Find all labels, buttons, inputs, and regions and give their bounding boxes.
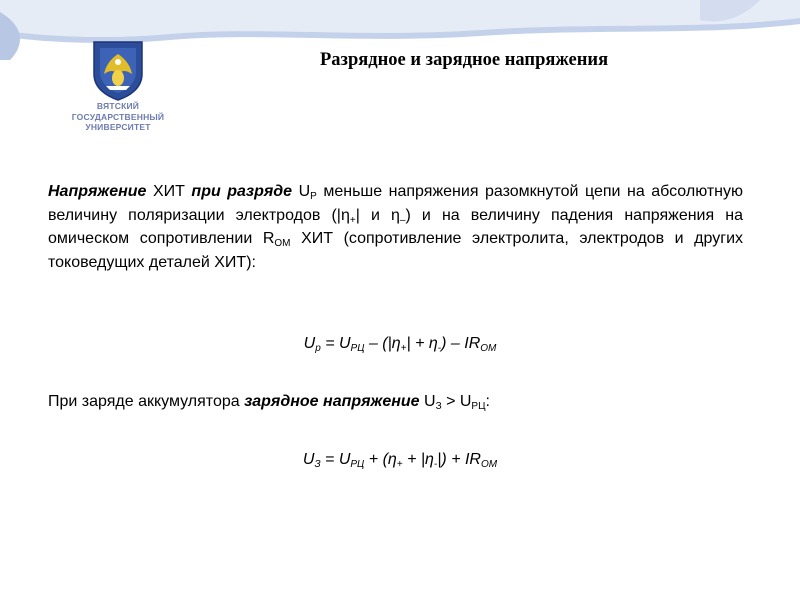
text: > U	[441, 393, 472, 410]
emphasis: при разряде	[191, 183, 293, 200]
subscript: +	[400, 343, 407, 354]
formula-part: |) + IR	[437, 451, 481, 468]
formula-discharge	[0, 335, 800, 353]
subscript: –	[399, 214, 406, 226]
formula-charge	[0, 451, 800, 469]
paragraph-discharge	[48, 180, 743, 274]
text: При заряде аккумулятора	[48, 393, 245, 410]
subscript: ОМ	[274, 238, 291, 249]
formula-part: | + η	[406, 335, 438, 352]
university-name-line: ГОСУДАРСТВЕННЫЙ	[71, 111, 165, 122]
subscript: РЦ	[471, 401, 486, 412]
text: меньше напряжения разомкнутой цепи на абсолютную величину поляризации электродов (|η	[48, 183, 744, 224]
subscript: Р	[310, 191, 317, 202]
slide-title: Разрядное и зарядное напряжения	[320, 50, 609, 70]
text: :	[485, 393, 490, 410]
text: ХИТ	[146, 183, 192, 200]
subscript: -	[433, 459, 438, 470]
text: U	[292, 183, 311, 200]
subscript: ОМ	[480, 459, 498, 470]
formula-part: + (η	[364, 451, 397, 468]
university-logo	[90, 40, 146, 102]
university-name	[58, 101, 178, 133]
formula-part: U	[302, 451, 315, 468]
subscript: +	[349, 214, 356, 226]
subscript: +	[396, 459, 403, 470]
emphasis: Напряжение	[48, 183, 147, 200]
text: U	[419, 393, 436, 410]
subscript: ОМ	[480, 343, 497, 354]
paragraph-charge	[48, 393, 490, 411]
formula-part: = U	[320, 335, 351, 352]
subscript: РЦ	[350, 343, 365, 354]
formula-part: + |η	[402, 451, 434, 468]
subscript: р	[315, 343, 321, 354]
text: ХИТ (сопротивление электролита, электродов и других токоведущих деталей ХИТ):	[48, 230, 743, 271]
subscript: З	[314, 459, 321, 470]
formula-part: ) – IR	[441, 335, 481, 352]
text: ) и на величину падения напряжения на омическом сопротивлении R	[48, 206, 743, 247]
subscript: -	[437, 343, 442, 354]
formula-part: U	[303, 335, 316, 352]
formula-part: = U	[320, 451, 351, 468]
university-name-line: УНИВЕРСИТЕТ	[85, 122, 151, 132]
text: | и η	[355, 206, 400, 224]
subscript: РЦ	[350, 459, 365, 470]
subscript: З	[435, 401, 442, 412]
emphasis: зарядное напряжение	[244, 393, 420, 410]
university-name-line: ВЯТСКИЙ	[96, 101, 140, 111]
formula-part: – (|η	[364, 335, 401, 352]
